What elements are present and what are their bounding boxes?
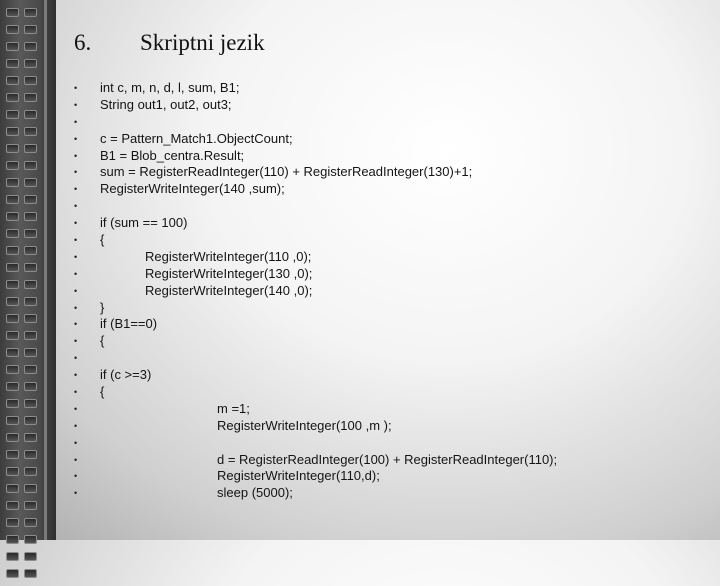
bullet-icon: • — [74, 437, 78, 448]
binding-hole — [6, 348, 19, 357]
code-line-text: { — [100, 384, 105, 400]
code-line-text: if (B1==0) — [100, 316, 158, 332]
binding-hole — [6, 42, 19, 51]
binding-spine — [44, 0, 47, 540]
binding-hole — [6, 552, 19, 561]
bullet-icon: • — [74, 454, 78, 465]
code-line-text: { — [100, 333, 105, 349]
binding-hole — [24, 25, 37, 34]
binding-hole — [24, 484, 37, 493]
binding-hole — [24, 348, 37, 357]
binding-hole — [6, 450, 19, 459]
binding-hole — [24, 246, 37, 255]
binding-hole — [24, 212, 37, 221]
code-line-text: RegisterWriteInteger(130 ,0); — [145, 265, 313, 281]
binding-hole — [24, 416, 37, 425]
binding-hole — [6, 161, 19, 170]
bullet-icon: • — [74, 370, 78, 381]
binding-hole — [6, 382, 19, 391]
bullet-icon: • — [74, 133, 78, 144]
binding-hole — [24, 195, 37, 204]
binding-hole — [24, 8, 37, 17]
binding-hole — [6, 280, 19, 289]
bullet-icon: • — [74, 184, 78, 195]
bullet-icon: • — [74, 319, 78, 330]
bullet-icon: • — [74, 99, 78, 110]
binding-hole — [6, 518, 19, 527]
binding-holes-right — [24, 8, 37, 586]
binding-hole — [6, 297, 19, 306]
code-line-text: if (c >=3) — [100, 367, 152, 383]
binding-hole — [6, 467, 19, 476]
binding-hole — [24, 76, 37, 85]
binding-hole — [6, 110, 19, 119]
binding-hole — [6, 433, 19, 442]
code-line-text: { — [100, 232, 105, 248]
binding-hole — [24, 59, 37, 68]
bullet-icon: • — [74, 218, 78, 229]
code-line-text: c = Pattern_Match1.ObjectCount; — [100, 130, 293, 146]
slide-number: 6. — [74, 30, 92, 55]
binding-hole — [6, 484, 19, 493]
code-line-text: sleep (5000); — [217, 485, 293, 501]
binding-hole — [24, 365, 37, 374]
binding-hole — [6, 8, 19, 17]
spiral-binding — [0, 0, 56, 540]
binding-hole — [24, 178, 37, 187]
code-line-text: m =1; — [217, 400, 250, 416]
bullet-icon: • — [74, 268, 78, 279]
binding-hole — [6, 144, 19, 153]
code-line-text: int c, m, n, d, l, sum, B1; — [100, 80, 240, 95]
binding-hole — [6, 314, 19, 323]
binding-hole — [6, 365, 19, 374]
bullet-icon: • — [74, 353, 78, 364]
binding-hole — [24, 127, 37, 136]
binding-hole — [24, 93, 37, 102]
binding-hole — [24, 331, 37, 340]
binding-hole — [24, 314, 37, 323]
binding-hole — [6, 229, 19, 238]
code-line-text: RegisterWriteInteger(110 ,0); — [145, 248, 312, 264]
binding-hole — [6, 399, 19, 408]
code-line-text: RegisterWriteInteger(110,d); — [217, 468, 380, 484]
bullet-icon: • — [74, 235, 78, 246]
binding-hole — [6, 25, 19, 34]
binding-holes-left — [6, 8, 19, 586]
binding-hole — [24, 450, 37, 459]
binding-hole — [24, 552, 37, 561]
binding-hole — [6, 212, 19, 221]
binding-hole — [6, 569, 19, 578]
binding-hole — [6, 416, 19, 425]
binding-hole — [24, 161, 37, 170]
code-line-text: String out1, out2, out3; — [100, 96, 232, 112]
bullet-icon: • — [74, 83, 78, 93]
binding-hole — [6, 331, 19, 340]
bullet-icon: • — [74, 302, 78, 313]
binding-hole — [24, 297, 37, 306]
binding-hole — [24, 263, 37, 272]
code-line-text: if (sum == 100) — [100, 215, 188, 231]
binding-hole — [24, 467, 37, 476]
binding-hole — [6, 93, 19, 102]
bullet-icon: • — [74, 116, 78, 127]
binding-hole — [6, 246, 19, 255]
code-line-text: } — [100, 299, 105, 315]
binding-hole — [24, 518, 37, 527]
bullet-icon: • — [74, 251, 78, 262]
bullet-icon: • — [74, 471, 78, 482]
binding-hole — [24, 399, 37, 408]
binding-hole — [6, 59, 19, 68]
binding-hole — [24, 569, 37, 578]
binding-hole — [24, 501, 37, 510]
code-line-text: B1 = Blob_centra.Result; — [100, 147, 245, 163]
binding-hole — [24, 144, 37, 153]
binding-hole — [6, 263, 19, 272]
bullet-icon: • — [74, 336, 78, 347]
code-line-text: RegisterWriteInteger(100 ,m ); — [217, 417, 392, 433]
bullet-icon: • — [74, 420, 78, 431]
code-line-text: sum = RegisterReadInteger(110) + RegisterReadInteger(130)+1; — [100, 164, 473, 180]
bullet-icon: • — [74, 167, 78, 178]
binding-hole — [6, 127, 19, 136]
binding-hole — [24, 280, 37, 289]
binding-hole — [24, 229, 37, 238]
bullet-icon: • — [74, 387, 78, 398]
bullet-icon: • — [74, 150, 78, 161]
slide-title: Skriptni jezik — [140, 30, 265, 55]
bullet-icon: • — [74, 488, 78, 499]
binding-hole — [6, 76, 19, 85]
bullet-icon: • — [74, 403, 78, 414]
binding-hole — [6, 195, 19, 204]
binding-hole — [24, 42, 37, 51]
code-line-text: RegisterWriteInteger(140 ,sum); — [100, 181, 285, 197]
code-line-text: d = RegisterReadInteger(100) + RegisterReadInteger(110); — [217, 451, 558, 467]
binding-hole — [24, 110, 37, 119]
bullet-icon: • — [74, 285, 78, 296]
binding-hole — [6, 178, 19, 187]
binding-hole — [24, 382, 37, 391]
code-line-text: RegisterWriteInteger(140 ,0); — [145, 282, 313, 298]
binding-hole — [24, 433, 37, 442]
bullet-icon: • — [74, 201, 78, 212]
binding-hole — [6, 501, 19, 510]
